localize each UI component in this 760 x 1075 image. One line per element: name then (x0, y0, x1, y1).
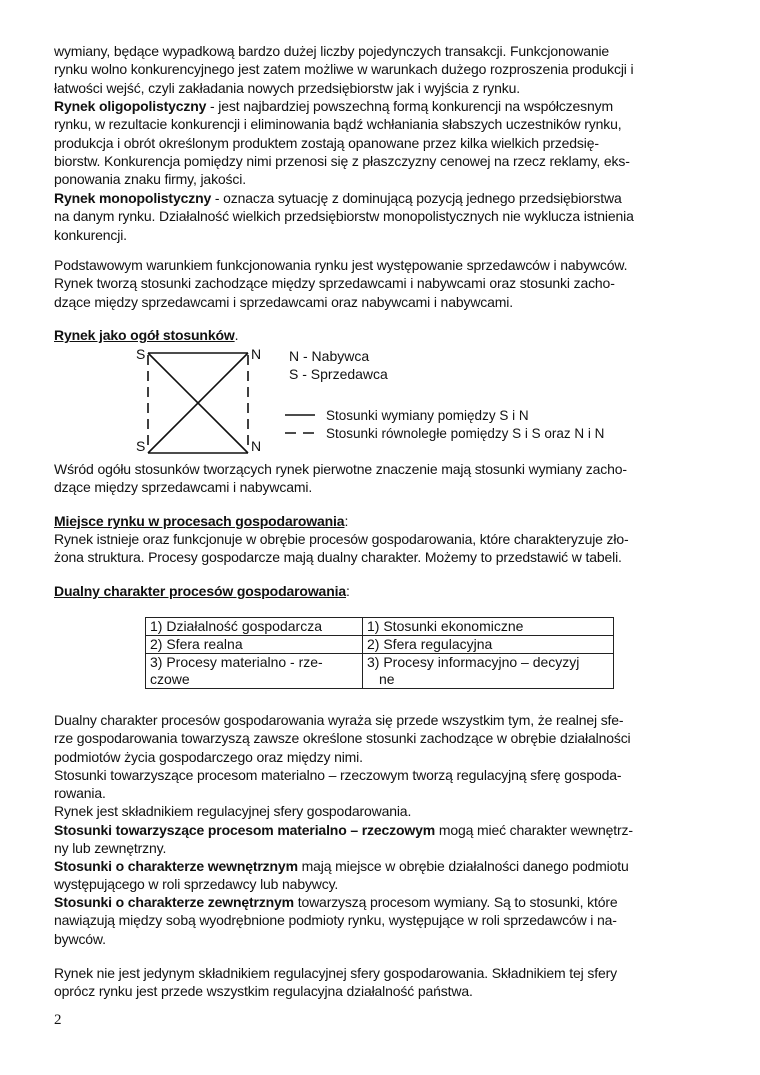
table-row (146, 636, 614, 654)
text-line: Rynek jest składnikiem regulacyjnej sfery gospodarowania. (54, 803, 412, 820)
cell-text: 3) Procesy informacyjno – decyzyj (367, 654, 580, 670)
corner-label-bottom-right: N (251, 438, 262, 454)
text-line: łatwości wejść, czyli zakładania nowych przedsiębiorstw jak i wyjścia z rynku. (54, 79, 521, 96)
term-monopoly: Rynek monopolistyczny (54, 190, 212, 206)
key-buyer: N - Nabywca (289, 348, 370, 364)
legend-dashed-label: Stosunki równoległe pomiędzy S i S oraz N i N (326, 426, 605, 441)
text-fragment: towarzyszą procesom wymiany. Są to stosunki, które (293, 894, 618, 910)
text-line: nawiązują między sobą wyodrębnione podmioty rynku, występujące w roli sprzedawców i na- (54, 912, 617, 929)
term-material-relations: Stosunki towarzyszące procesom materialno – rzeczowym (54, 822, 436, 838)
text-line: dzące między sprzedawcami i nabywcami. (54, 479, 313, 496)
heading-text: Dualny charakter procesów gospodarowania (54, 583, 346, 599)
text-line: rowania. (54, 785, 106, 802)
table-row (146, 618, 614, 636)
text-line: ponowania znaku firmy, jakości. (54, 171, 246, 188)
text-line: Rynek istnieje oraz funkcjonuje w obrębie procesów gospodarowania, które charakteryzuje zło- (54, 531, 629, 547)
paragraph-internal-relations (54, 857, 714, 894)
text-fragment: - oznacza sytuację z dominującą pozycją jednego przedsiębiorstwa (211, 190, 622, 206)
text-line (54, 189, 714, 207)
text-line: oprócz rynku jest przede wszystkim regulacyjna działalność państwa. (54, 983, 473, 1000)
text-line: Rynek nie jest jedynym składnikiem regulacyjnej sfery gospodarowania. Składnikiem tej sfery (54, 965, 617, 981)
heading-text: Miejsce rynku w procesach gospodarowania (54, 513, 345, 529)
legend-solid-label: Stosunki wymiany pomiędzy S i N (326, 408, 529, 423)
text-line: produkcja i obrót określonym produktem zostają opanowane przez kilka wielkich przedsię- (54, 134, 599, 151)
paragraph-market-existence (54, 530, 714, 567)
table-cell (363, 618, 614, 636)
paragraph-free-competition (54, 42, 714, 97)
cell-text: 2) Sfera regulacyjna (367, 636, 493, 652)
text-line: Dualny charakter procesów gospodarowania wyraża się przede wszystkim tym, że realnej sfe- (54, 712, 624, 728)
text-line: biorstw. Konkurencja pomiędzy nimi przenosi się z płaszczyzny cenowej na rzecz reklamy, eks- (54, 152, 630, 169)
cell-text: 3) Procesy materialno - rze- (150, 654, 323, 670)
heading-suffix: : (344, 513, 349, 529)
heading-suffix: : (345, 583, 350, 599)
paragraph-external-relations (54, 893, 714, 948)
paragraph-material-relations (54, 821, 714, 858)
text-line: konkurencji. (54, 226, 127, 243)
text-line: Podstawowym warunkiem funkcjonowania rynku jest występowanie sprzedawców i nabywców. (54, 257, 628, 273)
heading-dual-character (54, 582, 714, 600)
text-fragment: mogą mieć charakter wewnętrz- (435, 822, 633, 838)
text-line: podmiotów życia gospodarczego oraz między nimi. (54, 748, 363, 765)
text-line (54, 326, 714, 344)
cell-text: ne (379, 671, 395, 687)
cell-text: czowe (150, 671, 190, 687)
paragraph-oligopoly (54, 97, 714, 188)
text-line: wymiany, będące wypadkową bardzo dużej liczby pojedynczych transakcji. Funkcjonowanie (54, 43, 610, 59)
corner-label-bottom-left: S (136, 438, 146, 454)
heading-market-as-relations (54, 326, 714, 344)
paragraph-dual-expression (54, 711, 714, 821)
text-line (54, 512, 714, 530)
corner-label-top-right: N (251, 346, 262, 362)
table-cell (363, 636, 614, 654)
cell-text: 1) Działalność gospodarcza (150, 618, 322, 634)
dual-character-table (145, 617, 614, 689)
table-cell (146, 636, 363, 654)
text-fragment: mają miejsce w obrębie działalności danego podmiotu (297, 858, 629, 874)
term-oligopoly: Rynek oligopolistyczny (54, 98, 207, 114)
paragraph-monopoly (54, 189, 714, 244)
text-line: ny lub zewnętrzny. (54, 840, 167, 857)
text-line: rynku wolno konkurencyjnego jest zatem możliwe w warunkach dużego rozproszenia produkcji i (54, 61, 634, 78)
heading-market-place (54, 512, 714, 530)
relations-diagram-svg (120, 343, 640, 458)
key-seller: S - Sprzedawca (289, 366, 388, 382)
paragraph-state-regulation (54, 964, 714, 1001)
text-line: rze gospodarowania towarzyszą zawsze określone stosunki zachodzące w obrębie działalności (54, 730, 631, 747)
page-number: 2 (54, 1012, 62, 1028)
term-external-relations: Stosunki o charakterze zewnętrznym (54, 894, 294, 910)
cell-text: 2) Sfera realna (150, 636, 243, 652)
text-line: bywców. (54, 930, 106, 947)
text-line: występującego w roli sprzedawcy lub nabywcy. (54, 876, 339, 893)
paragraph-primary-relations (54, 460, 714, 497)
text-line: dzące między sprzedawcami i sprzedawcami oraz nabywcami i nabywcami. (54, 293, 513, 310)
table-row (146, 654, 614, 689)
heading-suffix: . (234, 327, 239, 343)
corner-label-top-left: S (136, 346, 146, 362)
text-line: Rynek tworzą stosunki zachodzące między sprzedawcami i nabywcami oraz stosunki zacho- (54, 275, 615, 292)
paragraph-market-conditions (54, 256, 714, 311)
cell-text: 1) Stosunki ekonomiczne (367, 618, 524, 634)
text-line: rynku, w rezultacie konkurencji i eliminowania bądź wchłaniania słabszych uczestników rynku, (54, 116, 622, 133)
text-line: na danym rynku. Działalność wielkich przedsiębiorstw monopolistycznych nie wyklucza istnienia (54, 208, 634, 225)
text-line: żona struktura. Procesy gospodarcze mają dualny charakter. Możemy to przedstawić w tabeli. (54, 549, 622, 566)
relations-diagram (120, 343, 640, 458)
table-cell (363, 654, 614, 689)
term-internal-relations: Stosunki o charakterze wewnętrznym (54, 858, 298, 874)
table-cell (146, 654, 363, 689)
text-line (54, 821, 714, 839)
text-line: Stosunki towarzyszące procesom materialno – rzeczowym tworzą regulacyjną sferę gospoda- (54, 766, 622, 783)
text-line (54, 893, 714, 911)
text-line (54, 97, 714, 115)
text-line: Wśród ogółu stosunków tworzących rynek pierwotne znaczenie mają stosunki wymiany zacho- (54, 461, 627, 477)
text-line (54, 857, 714, 875)
text-line (54, 582, 714, 600)
table-cell (146, 618, 363, 636)
text-fragment: - jest najbardziej powszechną formą konkurencji na współczesnym (206, 98, 613, 114)
heading-text: Rynek jako ogół stosunków (54, 327, 235, 343)
